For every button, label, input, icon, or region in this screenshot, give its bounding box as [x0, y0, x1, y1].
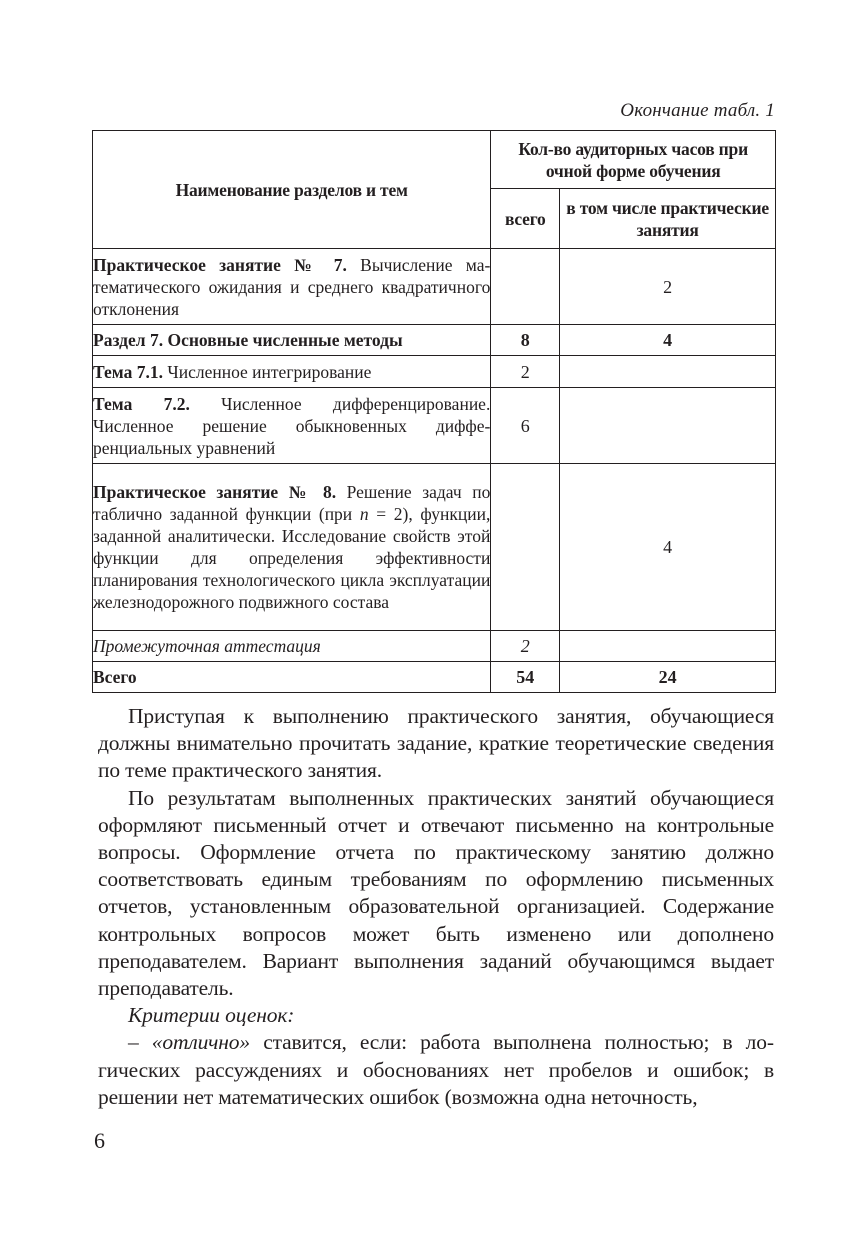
row-label — [93, 662, 491, 693]
row-label-bold: Всего — [93, 667, 137, 687]
criteria-item — [98, 1029, 774, 1111]
paragraph: Приступая к выполнению практического занятия, обучающиеся должны внимательно прочитать задание, краткие теоретические сведения по теме практического занятия. — [98, 704, 774, 783]
row-label-variable: n — [359, 504, 369, 524]
row-label-text: Решение задач по таблично заданной функции (при — [93, 482, 491, 524]
table-row — [93, 356, 776, 388]
row-label — [93, 464, 491, 631]
row-label-bold: Практическое занятие № 7. — [93, 254, 347, 275]
row-practice: 4 — [560, 325, 776, 356]
row-label-italic: Промежуточная аттестация — [93, 636, 321, 656]
hours-table — [92, 130, 776, 693]
table-row — [93, 464, 776, 631]
row-total: 2 — [491, 356, 560, 388]
body-text — [98, 703, 774, 1111]
table-row — [93, 249, 776, 325]
row-label — [93, 325, 491, 356]
list-dash: – — [128, 1030, 152, 1055]
header-practice-column: в том числе практические занятия — [560, 189, 776, 249]
row-label-text: = 2), функции, заданной аналитически. Исследование свойств этой функции для определения эффективности планирования технологического цикла эксплуатации железнодорожного подвижного состава — [93, 504, 491, 612]
row-total — [491, 249, 560, 325]
row-label — [93, 356, 491, 388]
row-label-bold: Тема 7.2. — [93, 393, 190, 414]
row-label-text: Численное дифференцирование. Численное решение обыкновенных дифференциальных уравнений — [93, 393, 491, 458]
criteria-heading — [98, 1002, 774, 1029]
grade-label: «отлично» — [151, 1030, 251, 1055]
row-practice: 24 — [560, 662, 776, 693]
table-row — [93, 388, 776, 464]
row-total: 54 — [491, 662, 560, 693]
row-total: 6 — [491, 388, 560, 464]
header-name-column: Наименование разделов и тем — [93, 131, 491, 249]
page-number: 6 — [94, 1128, 105, 1153]
row-practice: 2 — [560, 249, 776, 325]
header-total-column: всего — [491, 189, 560, 249]
row-label — [93, 631, 491, 662]
row-label-bold: Раздел 7. Основные численные методы — [93, 330, 403, 350]
row-practice — [560, 356, 776, 388]
row-total: 8 — [491, 325, 560, 356]
table-row-total — [93, 662, 776, 693]
criteria-heading-text: Критерии оценок: — [128, 1003, 295, 1028]
row-label — [93, 249, 491, 325]
row-total — [491, 464, 560, 631]
row-label-text: Вычисление математического ожидания и среднего квадратичного отклонения — [93, 254, 491, 319]
row-label-text: Численное интегрирование — [162, 361, 372, 382]
table-row — [93, 631, 776, 662]
row-total: 2 — [491, 631, 560, 662]
row-practice — [560, 631, 776, 662]
row-practice: 4 — [560, 464, 776, 631]
row-label-bold: Тема 7.1. — [93, 361, 163, 382]
row-label-bold: Практическое занятие № 8. — [93, 482, 337, 502]
row-practice — [560, 388, 776, 464]
paragraph: По результатам выполненных практических занятий обучающиеся оформляют письменный отчет и отвечают письменно на контрольные вопросы. Оформление отчета по практическому занятию должно соответствовать единым требованиям по оформлению письменных отчетов, установленным образовательной организацией. Содержание контрольных вопросов может быть изменено или дополнено преподавателем. Вариант выполнения заданий обучающимся выдает преподаватель. — [98, 785, 774, 1001]
criteria-text: ставится, если: работа выполнена полностью; в логических рассуждениях и обоснованиях нет пробелов и ошибок; в решении нет математических ошибок (возможна одна неточность, — [98, 1030, 774, 1109]
header-hours-group: Кол-во аудиторных часов при очной форме обучения — [491, 131, 776, 189]
table-caption: Окончание табл. 1 — [620, 100, 775, 121]
row-label — [93, 388, 491, 464]
table-row — [93, 325, 776, 356]
